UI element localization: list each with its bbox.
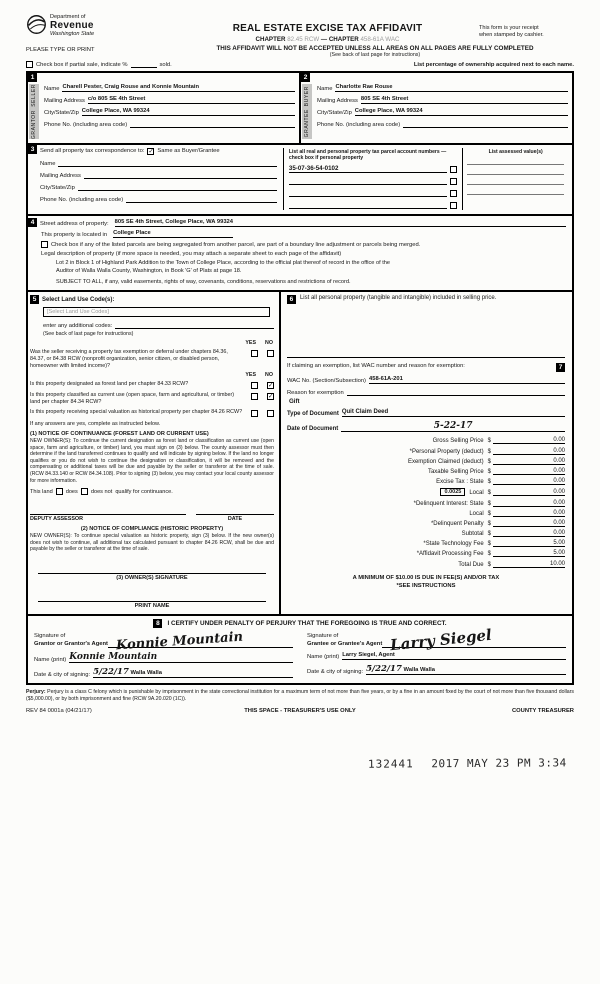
corr-address-field[interactable] — [84, 171, 277, 179]
fin-label: Exemption Claimed (deduct) — [407, 458, 484, 465]
main-columns — [26, 292, 574, 616]
seller-side-bottom: GRANTOR — [31, 109, 37, 139]
dept-line1: Department of — [50, 14, 86, 20]
corr-address-label: Mailing Address — [40, 172, 81, 179]
fin-row-gross — [287, 437, 565, 444]
does-not-checkbox[interactable] — [81, 488, 88, 495]
same-as-checkbox[interactable]: ✓ — [148, 147, 154, 155]
receipt-note-line1: This form is your receipt — [479, 25, 539, 31]
fin-amount[interactable]: 10.00 — [493, 561, 565, 568]
currency-symbol: $ — [487, 520, 491, 527]
grantee-signature-field[interactable] — [382, 625, 566, 655]
grantee-date-label: Date & city of signing: — [307, 669, 364, 676]
buyer-phone-field[interactable] — [403, 120, 568, 128]
section-number-4: 4 — [28, 218, 37, 227]
currency-symbol: $ — [487, 500, 491, 507]
grantee-city-value: Walla Walla — [403, 667, 435, 674]
exemption-header: If claiming an exemption, list WAC number and reason for exemption: — [286, 363, 465, 370]
partial-sale-checkbox[interactable] — [26, 61, 33, 68]
deputy-date-label: DATE — [227, 516, 243, 523]
parcel-field-2[interactable] — [289, 177, 448, 185]
seller-name-field[interactable]: Charell Pester, Craig Rouse and Konnie Mountain — [62, 84, 295, 92]
land-use-select[interactable]: [Select Land Use Codes] — [43, 307, 270, 317]
currency-symbol: $ — [487, 531, 491, 538]
fin-label: Total Due — [458, 561, 484, 568]
agency-name — [50, 14, 94, 37]
grantor-signature: Konnie Mountain — [115, 629, 244, 654]
fin-row-delinq-penalty — [287, 520, 565, 527]
parcel-personal-checkbox-1[interactable] — [450, 166, 457, 173]
grantor-city-value: Walla Walla — [130, 670, 162, 677]
reason-value: Gift — [288, 398, 300, 406]
currency-symbol: $ — [487, 479, 491, 486]
owners-signature-block — [30, 566, 274, 581]
grantee-signature-block — [307, 625, 566, 678]
title-block — [176, 14, 479, 43]
treasurer-space-label: THIS SPACE - TREASURER'S USE ONLY — [244, 708, 356, 715]
deputy-assessor-signature-line[interactable] — [30, 507, 186, 515]
qualify-pre: This land — [30, 488, 53, 495]
does-checkbox[interactable] — [56, 488, 63, 495]
buyer-csz-field[interactable]: College Place, WA 99324 — [355, 108, 568, 116]
fin-row-local — [287, 488, 565, 496]
assessed-field-3[interactable] — [467, 175, 564, 185]
print-name-block — [30, 594, 274, 609]
fin-row-personal — [287, 448, 565, 455]
same-as-label: Same as Buyer/Grantee — [157, 148, 220, 155]
property-section — [26, 216, 574, 292]
grantee-name-field[interactable]: Larry Siegel, Agent — [342, 652, 566, 660]
fin-label: *Delinquent Penalty — [430, 520, 484, 527]
legal-line-1: Lot 2 in Block 1 of Highland Park Addition to the Town of College Place, according to the official plat thereof of record in the office of the — [56, 260, 390, 267]
seller-address-field[interactable]: c/o 805 SE 4th Street — [88, 96, 295, 104]
legal-line-2: Auditor of Walla Walla County, Washington, in Book 'G' of Plats at page 18. — [56, 267, 242, 274]
fin-label: *Personal Property (deduct) — [409, 448, 484, 455]
q4-no-checkbox[interactable] — [267, 410, 274, 417]
fin-row-exemption — [287, 458, 565, 465]
fin-amount[interactable]: 5.00 — [493, 550, 565, 557]
personal-property-header: List all personal property (tangible and intangible) included in selling price. — [299, 295, 497, 302]
parcel-field-3[interactable] — [289, 189, 448, 197]
owners-signature-label: (3) OWNER(S) SIGNATURE — [116, 575, 188, 582]
assessed-value-column — [462, 148, 568, 210]
parties-section — [26, 71, 574, 145]
perjury-label: Perjury: — [26, 689, 46, 696]
q4-yes-checkbox[interactable] — [251, 410, 258, 417]
dept-line3: Washington State — [50, 31, 95, 37]
corr-name-field[interactable] — [58, 159, 276, 167]
form-title: REAL ESTATE EXCISE TAX AFFIDAVIT — [232, 23, 423, 34]
currency-symbol: $ — [487, 490, 491, 497]
assessed-field-1[interactable] — [467, 155, 564, 165]
assessed-header: List assessed value(s) — [488, 148, 543, 155]
additional-codes-field[interactable] — [115, 321, 274, 329]
correspondence-fields — [40, 148, 283, 210]
question-1: Was the seller receiving a property tax exemption or deferral under chapters 84.36, 84.37, or 84.38 RCW (nonprofit organization, senior citizen, or disabled person, homeowner with limited income)? — [30, 349, 228, 369]
q1-yes-checkbox[interactable] — [251, 350, 258, 357]
buyer-side-label — [302, 84, 312, 139]
parcel-personal-checkbox-2[interactable] — [450, 178, 457, 185]
grantee-name-label: Name (print) — [307, 654, 340, 661]
sold-label: sold. — [159, 61, 172, 68]
see-back-note-2: (See back of last page for instructions) — [43, 331, 134, 338]
revenue-logo-icon — [26, 14, 47, 35]
section-number-1: 1 — [28, 73, 37, 82]
grantee-signature: Larry Siegel — [389, 625, 493, 655]
notice-1-text: NEW OWNER(S): To continue the current designation as forest land or classification as current use (open space, farm and agriculture, or timber) land, you must sign on (3) below. The county assessor must then determine if the land transferred continues to qualify and will indicate by signing below. If the land no longer qualifies or you do not wish to continue the designation or classification, it will be removed and the compensating or additional taxes will be due and payable by the seller or transferor at the time of sale. (RCW 84.33.140 or RCW 84.34.108). Prior to signing (3) below, you may contact your local county assessor for more information. — [30, 437, 274, 484]
deputy-assessor-label: DEPUTY ASSESSOR — [30, 516, 84, 523]
print-name-line[interactable] — [38, 594, 266, 602]
corr-phone-label: Phone No. (including area code) — [40, 196, 124, 203]
corr-phone-field[interactable] — [126, 195, 277, 203]
fin-row-tech-fee — [287, 540, 565, 547]
grantee-date-field[interactable] — [366, 664, 566, 675]
q2-yes-checkbox[interactable] — [251, 382, 258, 389]
currency-symbol: $ — [487, 510, 491, 517]
fin-label: *Delinquent Interest: State — [413, 500, 484, 507]
seller-phone-label: Phone No. (including area code) — [44, 122, 128, 128]
grantor-date-label: Date & city of signing: — [34, 672, 91, 679]
fin-label: Local — [469, 490, 484, 497]
section-number-6: 6 — [287, 295, 296, 304]
buyer-section — [299, 73, 572, 143]
parcel-personal-checkbox-3[interactable] — [450, 190, 457, 197]
rev-number: REV 84 0001a (04/21/17) — [26, 708, 92, 715]
segregate-note: Check box if any of the listed parcels are being segregated from another parcel, are part of a boundary line adjustment or parcels being merged. — [51, 242, 421, 249]
fin-row-total-due — [287, 561, 565, 568]
minimum-note — [287, 574, 565, 590]
corr-csz-field[interactable] — [78, 183, 277, 191]
seller-csz-label: City/State/Zip — [44, 110, 79, 116]
subject-to-note: SUBJECT TO ALL, if any, valid easements, rights of way, covenants, conditions, reservations and restrictions of record. — [56, 279, 351, 286]
q3-no-checkbox[interactable]: ✓ — [267, 393, 274, 401]
additional-codes-label: enter any additional codes: — [43, 323, 113, 330]
fin-amount[interactable]: 0.00 — [493, 437, 565, 444]
section-number-3: 3 — [28, 145, 37, 154]
reason-field[interactable] — [347, 388, 565, 396]
wac-label: WAC No. (Section/Subsection) — [286, 378, 366, 385]
form-header — [26, 14, 574, 43]
land-use-section — [28, 292, 281, 614]
notice-2-title: (2) NOTICE OF COMPLIANCE (HISTORIC PROPERTY) — [80, 526, 224, 533]
street-label: Street address of property: — [40, 221, 109, 228]
located-label: This property is located in — [41, 232, 108, 239]
county-treasurer-label: COUNTY TREASURER — [511, 708, 574, 715]
fin-amount[interactable]: 0.00 — [493, 448, 565, 455]
fin-amount[interactable]: 0.00 — [493, 510, 565, 517]
grantee-sig-label-1: Signature of — [307, 633, 339, 639]
fin-amount[interactable]: 0.00 — [493, 489, 565, 496]
no-header-2: NO — [265, 372, 273, 379]
correspondence-section — [26, 145, 574, 216]
q2-no-checkbox[interactable]: ✓ — [267, 382, 274, 390]
buyer-phone-label: Phone No. (including area code) — [317, 122, 401, 128]
fin-amount[interactable]: 0.00 — [493, 500, 565, 507]
deputy-date-line[interactable] — [196, 507, 274, 515]
owners-signature-line[interactable] — [38, 566, 266, 574]
fin-amount[interactable]: 0.00 — [493, 468, 565, 475]
seller-address-label: Mailing Address — [44, 98, 85, 104]
chapter-num-1: 82.45 RCW — [287, 36, 320, 43]
notice-2-text: NEW OWNER(S): To continue special valuation as historic property, sign (3) below. If the new owner(s) does not wish to continue, all additional tax calculated pursuant to chapter 84.26 RCW, shall be due and payable by the seller or transferor at the time of sale. — [30, 533, 274, 553]
doc-date-label: Date of Document — [286, 426, 339, 433]
segregate-checkbox[interactable] — [41, 241, 48, 248]
financial-table — [287, 434, 565, 567]
parcel-column — [283, 148, 463, 210]
currency-symbol: $ — [487, 438, 491, 445]
certification-section — [26, 616, 574, 685]
q1-no-checkbox[interactable] — [267, 350, 274, 357]
fin-row-delinq-int-local — [287, 510, 565, 517]
grantor-date-value: 5/22/17 — [93, 667, 129, 678]
assessed-field-2[interactable] — [467, 165, 564, 175]
notice-1-title: (1) NOTICE OF CONTINUANCE (FOREST LAND OR CURRENT USE) — [30, 430, 209, 437]
grantee-date-value: 5/22/17 — [366, 664, 402, 675]
see-back-note: (See back of last page for instructions) — [329, 52, 421, 58]
doc-type-label: Type of Document — [286, 411, 339, 418]
personal-property-field[interactable] — [287, 306, 565, 358]
reet-affidavit-form — [26, 14, 574, 714]
chapter-word-1: CHAPTER — [255, 36, 286, 43]
seller-section — [28, 73, 299, 143]
parcel-number-field[interactable]: 35-07-36-54-0102 — [289, 165, 448, 173]
fin-amount[interactable]: 0.00 — [493, 458, 565, 465]
grantor-signature-block — [34, 629, 293, 679]
doc-type-field[interactable]: Quit Claim Deed — [342, 409, 565, 417]
receipt-note-line2: when stamped by cashier. — [479, 32, 544, 39]
street-field[interactable]: 805 SE 4th Street, College Place, WA 99324 — [115, 219, 566, 227]
buyer-csz-label: City/State/Zip — [317, 110, 352, 116]
fin-row-excise-state — [287, 478, 565, 485]
currency-symbol: $ — [487, 468, 491, 475]
form-footer — [26, 708, 574, 714]
parcel-field-4[interactable] — [289, 201, 448, 209]
please-type-label: PLEASE TYPE OR PRINT — [26, 47, 95, 53]
corr-csz-label: City/State/Zip — [40, 184, 75, 191]
dept-line2: Revenue — [50, 20, 94, 31]
fin-label: Taxable Selling Price — [427, 468, 484, 475]
seller-fields — [39, 74, 295, 139]
fin-row-taxable — [287, 468, 565, 475]
does-label: does — [65, 488, 78, 495]
partial-sale-label: Check box if partial sale, indicate % — [36, 61, 128, 68]
section-number-2: 2 — [301, 73, 310, 82]
currency-symbol: $ — [487, 561, 491, 568]
minimum-line-1: A MINIMUM OF $10.00 IS DUE IN FEE(S) AND/OR TAX — [352, 574, 500, 581]
currency-symbol: $ — [487, 551, 491, 558]
currency-symbol: $ — [487, 458, 491, 465]
doc-date-field[interactable]: 5-22-17 — [341, 421, 565, 432]
continuance-qualify-row — [30, 488, 274, 495]
fin-label: Local — [469, 510, 484, 517]
buyer-side-top: BUYER — [304, 85, 310, 106]
fin-row-delinq-int-state — [287, 500, 565, 507]
section-number-7: 7 — [556, 363, 565, 372]
corr-name-label: Name — [40, 160, 56, 167]
print-name-label: PRINT NAME — [134, 603, 170, 610]
seller-side-label — [29, 84, 39, 139]
seller-phone-field[interactable] — [130, 120, 295, 128]
fin-amount[interactable]: 5.00 — [493, 540, 565, 547]
deputy-assessor-row — [30, 507, 274, 522]
legal-description — [56, 260, 554, 275]
seller-side-top: SELLER — [31, 84, 37, 107]
grantor-name-field[interactable]: Konnie Mountain — [69, 652, 293, 663]
fin-label: *Affidavit Processing Fee — [416, 551, 484, 558]
perjury-note — [26, 689, 574, 703]
parcel-header: List all real and personal property tax parcel account numbers — check box if personal property — [288, 148, 447, 162]
parcel-personal-checkbox-4[interactable] — [450, 202, 457, 209]
reason-label: Reason for exemption — [286, 390, 344, 397]
fin-label: *State Technology Fee — [423, 541, 484, 548]
currency-symbol: $ — [487, 448, 491, 455]
warning-text: THIS AFFIDAVIT WILL NOT BE ACCEPTED UNLESS ALL AREAS ON ALL PAGES ARE FULLY COMPLETED — [216, 45, 534, 52]
fin-amount[interactable]: 0.00 — [493, 478, 565, 485]
assessed-field-4[interactable] — [467, 185, 564, 195]
buyer-address-label: Mailing Address — [317, 98, 358, 104]
send-to-label: Send all property tax correspondence to: — [40, 148, 145, 155]
stamp-datetime: 2017 MAY 23 PM 3:34 — [431, 756, 567, 771]
buyer-side-bottom: GRANTEE — [304, 108, 310, 138]
question-4: Is this property receiving special valuation as historical property per chapter 84.26 RCW? — [30, 408, 243, 415]
certify-statement: I CERTIFY UNDER PENALTY OF PERJURY THAT THE FOREGOING IS TRUE AND CORRECT. — [167, 620, 447, 628]
fin-row-processing-fee — [287, 550, 565, 557]
subheader — [26, 45, 574, 58]
grantor-date-field[interactable] — [93, 667, 293, 678]
partial-percent-field[interactable] — [131, 61, 157, 68]
no-header-1: NO — [265, 340, 273, 347]
chapter-word-2: — CHAPTER — [320, 36, 359, 43]
grantor-sig-label-2: Grantor or Grantor's Agent — [34, 640, 108, 647]
seller-csz-field[interactable]: College Place, WA 99324 — [82, 108, 295, 116]
q3-yes-checkbox[interactable] — [251, 393, 258, 400]
minimum-line-2: *SEE INSTRUCTIONS — [396, 582, 456, 589]
seller-name-label: Name — [44, 86, 60, 92]
receipt-note — [479, 14, 574, 40]
qualify-post: qualify for continuance. — [115, 488, 173, 495]
buyer-fields — [312, 74, 568, 139]
fin-row-subtotal — [287, 530, 565, 537]
section-number-8: 8 — [153, 619, 162, 628]
buyer-address-field[interactable]: 805 SE 4th Street — [361, 96, 568, 104]
fin-amount[interactable]: 0.00 — [493, 520, 565, 527]
buyer-name-label: Name — [317, 86, 333, 92]
grantor-signature-field[interactable] — [108, 629, 293, 654]
treasurer-stamp — [368, 751, 567, 771]
chapter-num-2: 458-61A WAC — [360, 36, 400, 43]
fin-amount[interactable]: 0.00 — [493, 530, 565, 537]
located-field[interactable]: College Place — [113, 230, 233, 238]
land-use-label: Select Land Use Code(s): — [42, 296, 115, 303]
if-yes-note: If any answers are yes, complete as instructed below. — [30, 420, 161, 427]
currency-symbol: $ — [487, 541, 491, 548]
warning-block — [176, 45, 574, 58]
fin-label: Gross Selling Price — [432, 438, 484, 445]
yes-header-1: YES — [245, 340, 256, 347]
perjury-text: Perjury is a class C felony which is punishable by imprisonment in the state correctional institution for a maximum term of not more than five years, or by a fine in an amount fixed by the court of not more than five thousand dollars ($5,000.00), or by both imprisonment and fine (RCW 9A.20.020 (1C)). — [26, 689, 574, 703]
partial-sale-row — [26, 61, 574, 68]
agency-block — [26, 14, 176, 37]
ownership-note: List percentage of ownership acquired next to each name. — [413, 61, 574, 68]
legal-description-label: Legal description of property (if more space is needed, you may attach a separate sheet to each page of the affidavit) — [41, 251, 342, 258]
does-not-label: does not — [90, 488, 113, 495]
yes-header-2: YES — [245, 372, 256, 379]
grantee-sig-label-2: Grantee or Grantee's Agent — [307, 640, 383, 647]
wac-field[interactable]: 458-61A-201 — [369, 376, 565, 384]
local-rate-box: 0.0025 — [440, 488, 465, 496]
section-number-5: 5 — [30, 295, 39, 304]
stamp-number: 132441 — [367, 757, 414, 771]
buyer-name-field[interactable]: Charlotte Rae Rouse — [335, 84, 568, 92]
fin-label: Excise Tax : State — [436, 479, 484, 486]
right-column — [281, 292, 572, 614]
question-2: Is this property designated as forest land per chapter 84.33 RCW? — [30, 381, 189, 388]
grantor-sig-label-1: Signature of — [34, 633, 66, 639]
question-3: Is this property classified as current use (open space, farm and agricultural, or timber) land per chapter 84.34 RCW? — [30, 392, 235, 406]
fin-label: Subtotal — [461, 531, 484, 538]
chapter-line — [176, 36, 479, 43]
grantor-name-label: Name (print) — [34, 657, 67, 664]
